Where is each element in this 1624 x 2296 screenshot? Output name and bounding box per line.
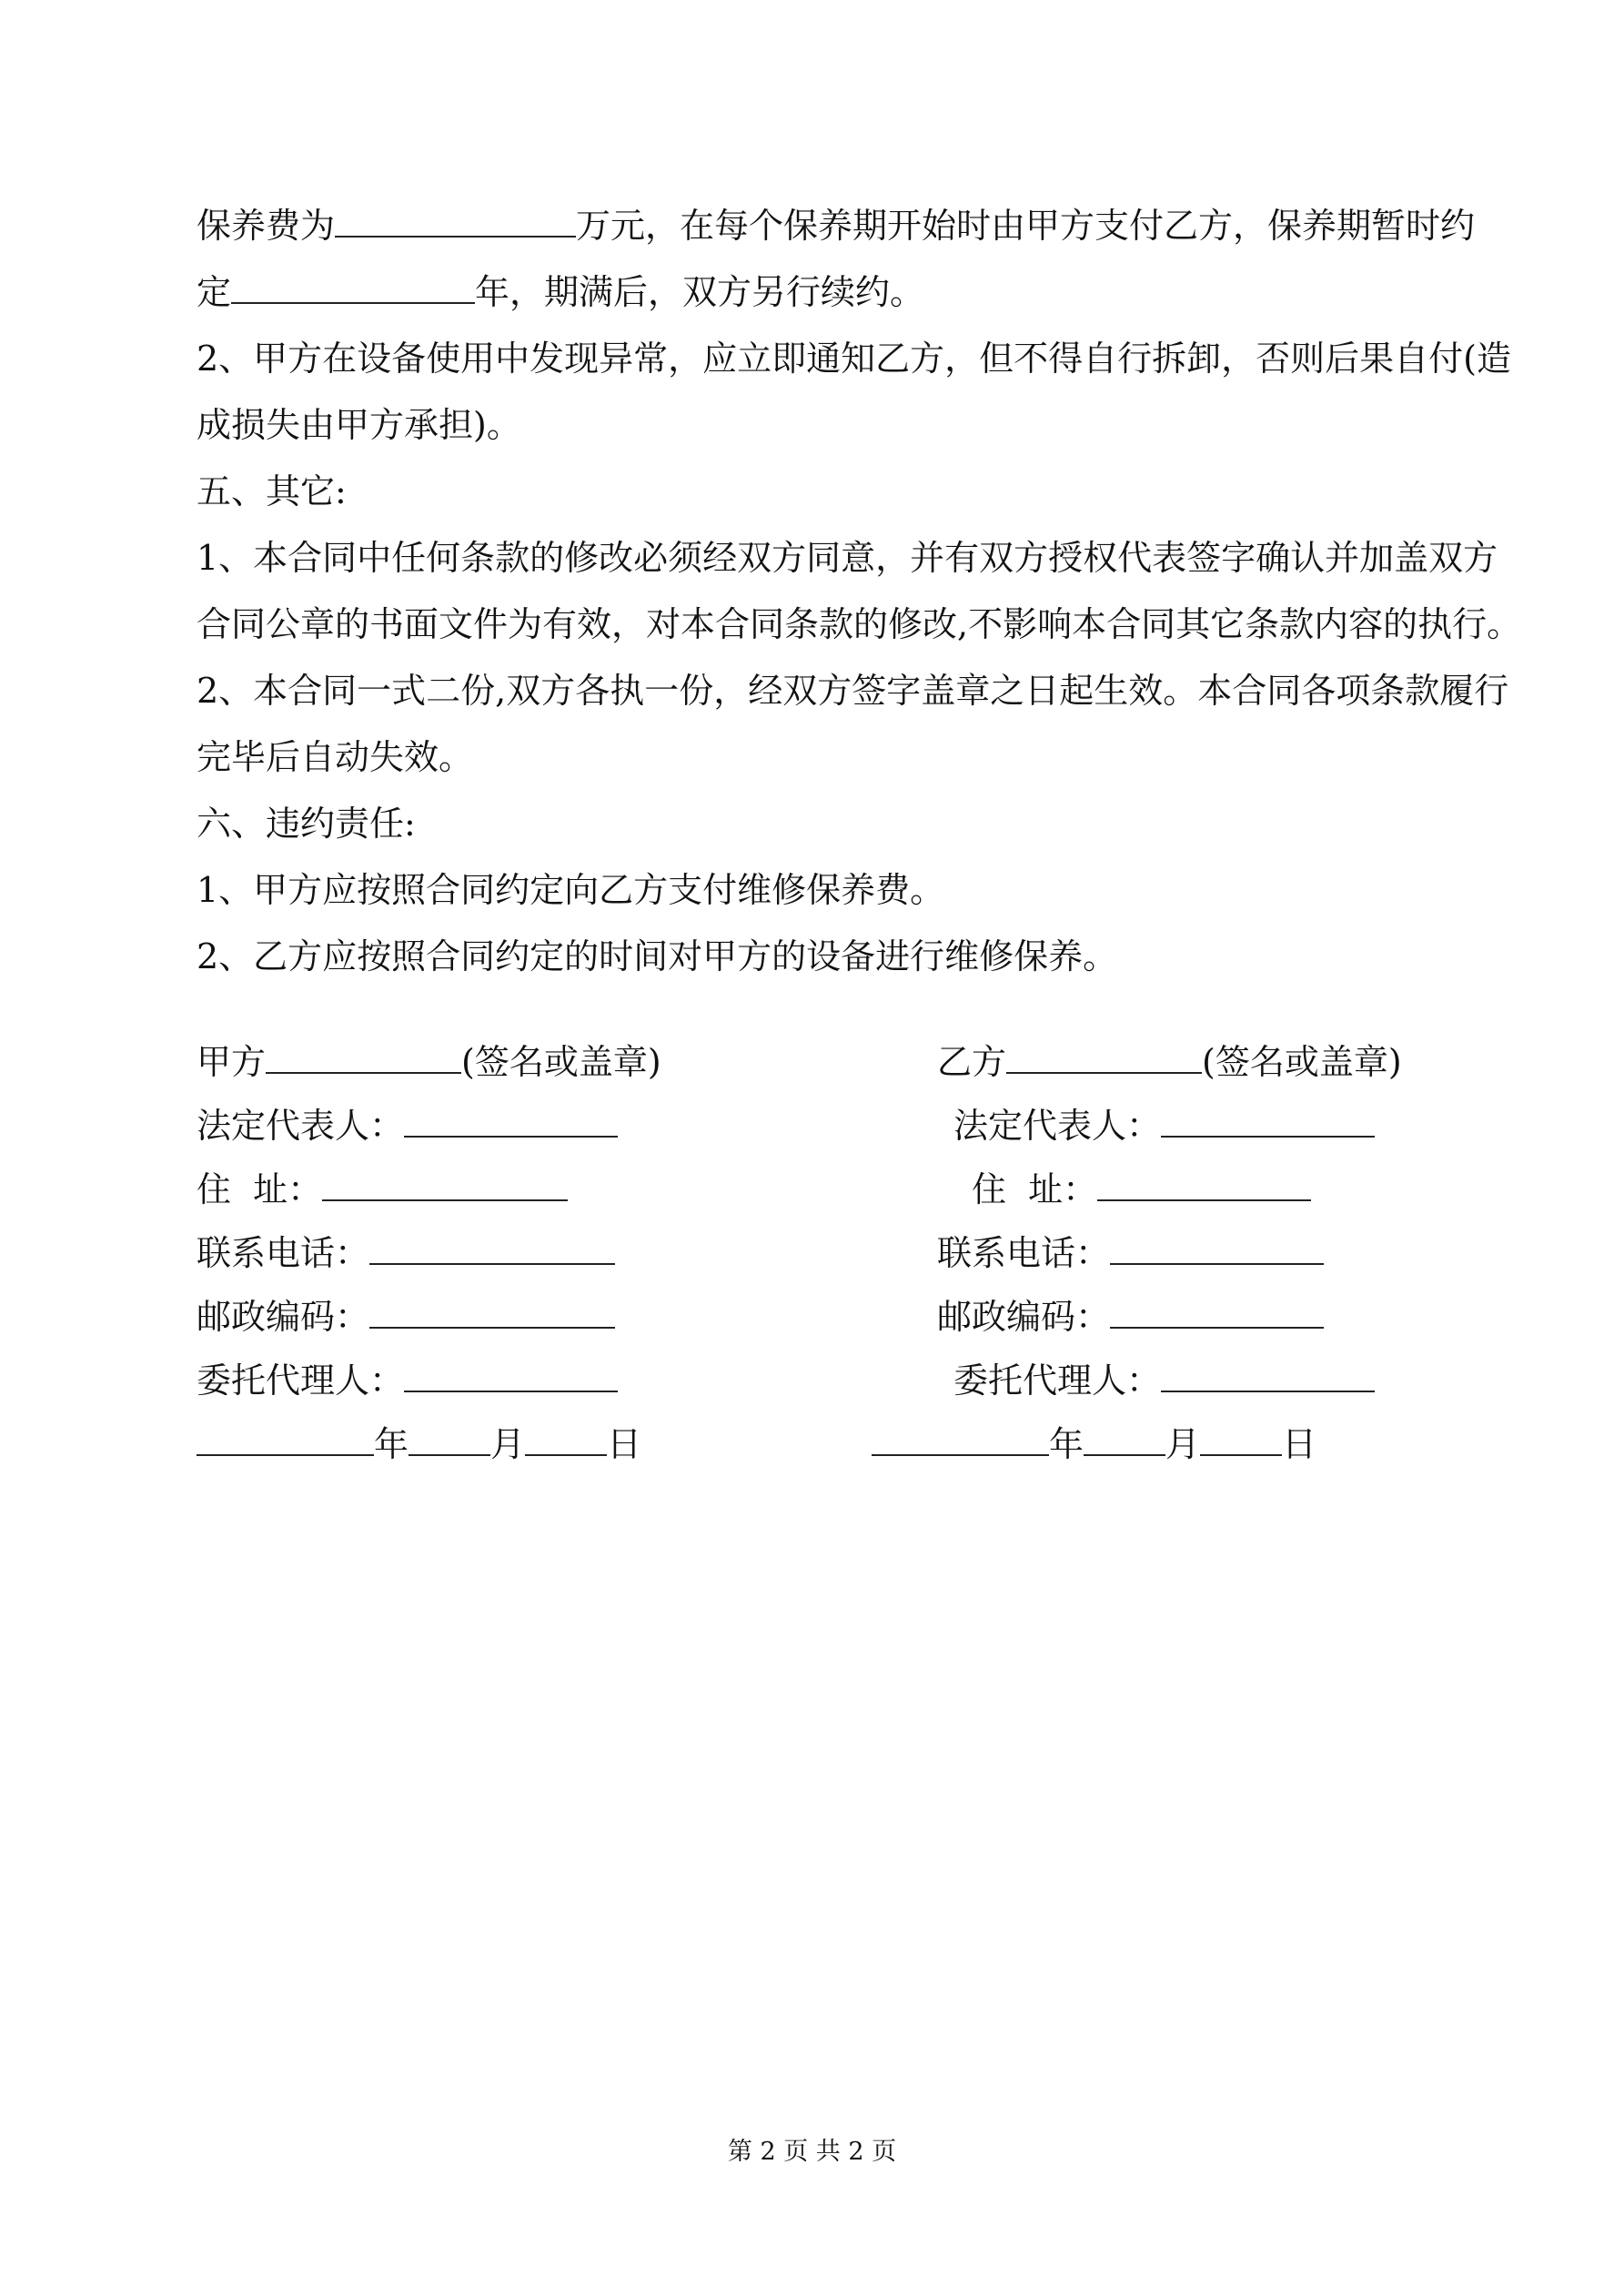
text: 万元，在每个保养期开始时由甲方支付乙方，保养期暂时约: [576, 206, 1476, 246]
party-b-name-row: [867, 1030, 1402, 1094]
section-6-title: 六、违约责任:: [197, 804, 416, 844]
paragraph-clause-2: 2、甲方在设备使用中发现异常，应立即通知乙方，但不得自行拆卸，否则后果自付(造: [197, 339, 1512, 379]
period-years-blank[interactable]: [231, 264, 475, 304]
party-a-month-label: 月: [490, 1424, 526, 1464]
party-a-address-blank[interactable]: [322, 1161, 568, 1201]
party-b-legal-rep-label: 法定代表人：: [953, 1106, 1162, 1146]
party-b-year-blank[interactable]: [872, 1416, 1049, 1456]
party-a-name-blank[interactable]: [266, 1034, 461, 1074]
section-6-clause-1: 1、甲方应按照合同约定向乙方支付维修保养费。: [197, 870, 945, 910]
party-a-sign-note: (签名或盖章): [461, 1042, 661, 1082]
party-a-postcode-row: [197, 1285, 661, 1349]
party-b-day-label: 日: [1282, 1424, 1317, 1464]
party-a-address-label: 住 址：: [197, 1169, 323, 1209]
party-b-month-label: 月: [1165, 1424, 1201, 1464]
party-a-day-blank[interactable]: [525, 1416, 607, 1456]
page-footer: [0, 2131, 1624, 2167]
party-b-legal-rep-blank[interactable]: [1161, 1097, 1375, 1138]
party-a-date-row: [197, 1412, 661, 1476]
party-a-year-blank[interactable]: [197, 1416, 374, 1456]
paragraph-maintenance-fee: [197, 193, 1476, 259]
party-a-agent-blank[interactable]: [404, 1352, 618, 1392]
party-a-agent-label: 委托代理人：: [197, 1360, 405, 1401]
party-a-phone-row: [197, 1221, 661, 1285]
party-a-phone-label: 联系电话：: [197, 1233, 370, 1273]
party-a-signature-block: [197, 1030, 661, 1476]
party-b-legal-rep-row: [867, 1094, 1402, 1158]
paragraph-maintenance-period: [197, 259, 1445, 326]
party-a-address-row: [197, 1158, 661, 1221]
party-b-agent-blank[interactable]: [1161, 1352, 1375, 1392]
page-number: 第 2 页 共 2 页: [727, 2138, 897, 2166]
text: 定: [197, 272, 232, 312]
party-b-sign-note: (签名或盖章): [1202, 1042, 1402, 1082]
party-a-year-label: 年: [374, 1424, 409, 1464]
party-b-address-label: 住 址：: [972, 1169, 1098, 1209]
section-6-clause-2: 2、乙方应按照合同约定的时间对甲方的设备进行维修保养。: [197, 936, 1118, 976]
party-b-phone-label: 联系电话：: [937, 1233, 1111, 1273]
party-b-date-row: [867, 1412, 1402, 1476]
paragraph-clause-2-cont: 成损失由甲方承担)。: [197, 405, 521, 445]
party-a-month-blank[interactable]: [409, 1416, 490, 1456]
section-5-clause-2: 2、本合同一式二份,双方各执一份，经双方签字盖章之日起生效。本合同各项条款履行: [197, 671, 1509, 711]
party-b-postcode-blank[interactable]: [1110, 1289, 1324, 1329]
party-a-legal-rep-row: [197, 1094, 661, 1158]
party-a-agent-row: [197, 1349, 661, 1412]
text: 保养费为: [197, 206, 336, 246]
party-b-address-row: [867, 1158, 1402, 1221]
party-b-month-blank[interactable]: [1084, 1416, 1165, 1456]
section-5-clause-1-cont: 合同公章的书面文件为有效，对本合同条款的修改,不影响本合同其它条款内容的执行。: [197, 604, 1522, 644]
party-a-name-row: [197, 1030, 661, 1094]
party-a-label: 甲方: [197, 1042, 267, 1082]
fee-amount-blank[interactable]: [335, 197, 576, 238]
contract-body: [197, 193, 1522, 990]
party-b-agent-label: 委托代理人：: [953, 1360, 1162, 1401]
section-5-title: 五、其它:: [197, 471, 347, 511]
party-b-day-blank[interactable]: [1200, 1416, 1282, 1456]
party-a-postcode-label: 邮政编码：: [197, 1297, 370, 1337]
party-b-postcode-row: [867, 1285, 1402, 1349]
section-5-clause-2-cont: 完毕后自动失效。: [197, 737, 474, 777]
party-b-agent-row: [867, 1349, 1402, 1412]
party-b-signature-block: [867, 1030, 1402, 1476]
text: 年，期满后，双方另行续约。: [475, 272, 925, 312]
section-5-clause-1: 1、本合同中任何条款的修改必须经双方同意，并有双方授权代表签字确认并加盖双方: [197, 538, 1498, 578]
party-a-postcode-blank[interactable]: [369, 1289, 615, 1329]
party-a-day-label: 日: [607, 1424, 642, 1464]
party-b-year-label: 年: [1049, 1424, 1084, 1464]
party-b-label: 乙方: [937, 1042, 1007, 1082]
party-a-legal-rep-label: 法定代表人：: [197, 1106, 405, 1146]
party-b-address-blank[interactable]: [1097, 1161, 1311, 1201]
party-a-legal-rep-blank[interactable]: [404, 1097, 618, 1138]
party-a-phone-blank[interactable]: [369, 1225, 615, 1265]
party-b-postcode-label: 邮政编码：: [937, 1297, 1111, 1337]
party-b-phone-blank[interactable]: [1110, 1225, 1324, 1265]
party-b-phone-row: [867, 1221, 1402, 1285]
party-b-name-blank[interactable]: [1006, 1034, 1202, 1074]
